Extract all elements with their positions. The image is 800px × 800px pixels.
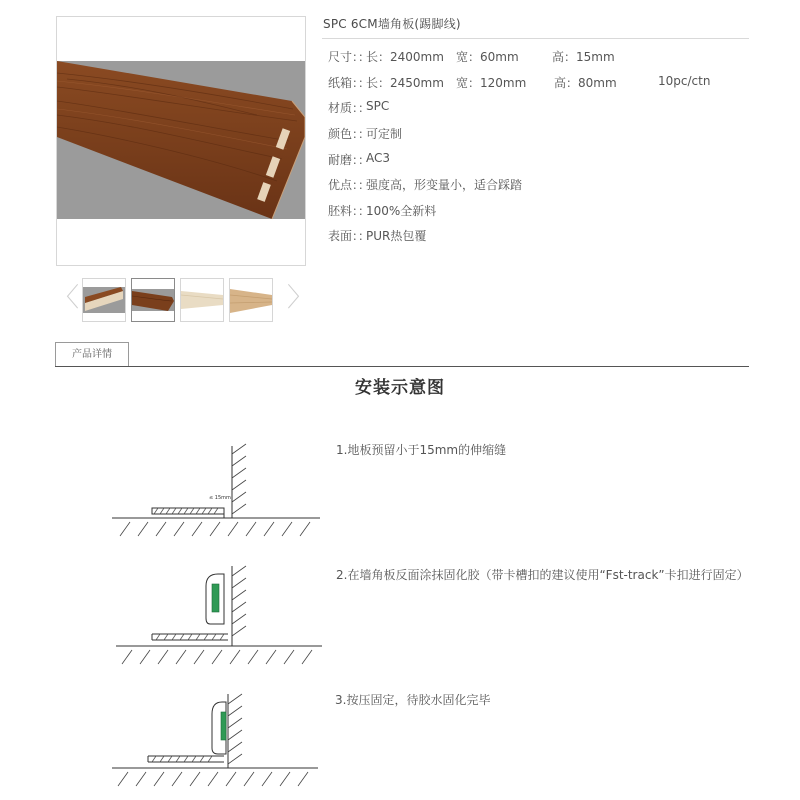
spec-label: 颜色：：: [328, 127, 371, 141]
spec-value: 10pc/ctn: [658, 74, 711, 88]
gap-label: ≤ 15mm: [209, 495, 231, 501]
step-2-text: 2.在墙角板反面涂抹固化胶（带卡槽扣的建议使用“Fst-track”卡扣进行固定）: [336, 568, 749, 582]
spec-value: 高：15mm: [552, 50, 615, 64]
spec-value: AC3: [366, 151, 391, 165]
title-divider: [322, 38, 749, 39]
thumbnail-2[interactable]: [131, 278, 175, 322]
glue-strip: [221, 712, 226, 740]
product-title: SPC 6CM墙角板(踢脚线): [323, 17, 461, 31]
chevron-left-icon: 〈: [53, 283, 80, 313]
thumbnail-3[interactable]: [180, 278, 224, 322]
gallery-next-button[interactable]: [287, 283, 313, 313]
step-1-diagram: [108, 436, 328, 546]
step-3-diagram: [108, 690, 323, 795]
spec-value: 高：80mm: [554, 76, 617, 90]
spec-value: 可定制: [366, 127, 403, 141]
spec-label: 表面：：: [328, 229, 371, 243]
spec-label: 纸箱：：: [328, 76, 371, 90]
step-1-text: 1.地板预留小于15mm的伸缩缝: [336, 443, 507, 457]
spec-value: 宽：60mm: [456, 50, 519, 64]
main-product-image[interactable]: [56, 16, 306, 266]
spec-label: 耐磨：：: [328, 153, 371, 167]
spec-value: 宽：120mm: [456, 76, 527, 90]
glue-strip: [212, 584, 219, 612]
spec-value: 100%全新料: [366, 204, 437, 218]
install-title: 安装示意图: [355, 378, 445, 398]
spec-value: 长：2450mm: [366, 76, 444, 90]
tab-divider: [55, 366, 749, 367]
spec-value: 强度高，形变量小，适合踩踏: [366, 178, 523, 192]
step-3-text: 3.按压固定，待胶水固化完毕: [335, 693, 491, 707]
thumbnail-4[interactable]: [229, 278, 273, 322]
spec-label: 尺寸：：: [328, 50, 371, 64]
spec-value: 长：2400mm: [366, 50, 444, 64]
spec-label: 胚料：：: [328, 204, 371, 218]
thumbnail-1[interactable]: [82, 278, 126, 322]
tab-product-details[interactable]: 产品详情: [55, 342, 129, 367]
spec-label: 材质：：: [328, 101, 371, 115]
spec-value: PUR热包覆: [366, 229, 427, 243]
spec-label: 优点：：: [328, 178, 371, 192]
step-2-diagram: [112, 562, 327, 672]
chevron-right-icon: 〉: [287, 283, 314, 313]
spec-value: SPC: [366, 99, 390, 113]
gallery-prev-button[interactable]: [53, 283, 79, 313]
